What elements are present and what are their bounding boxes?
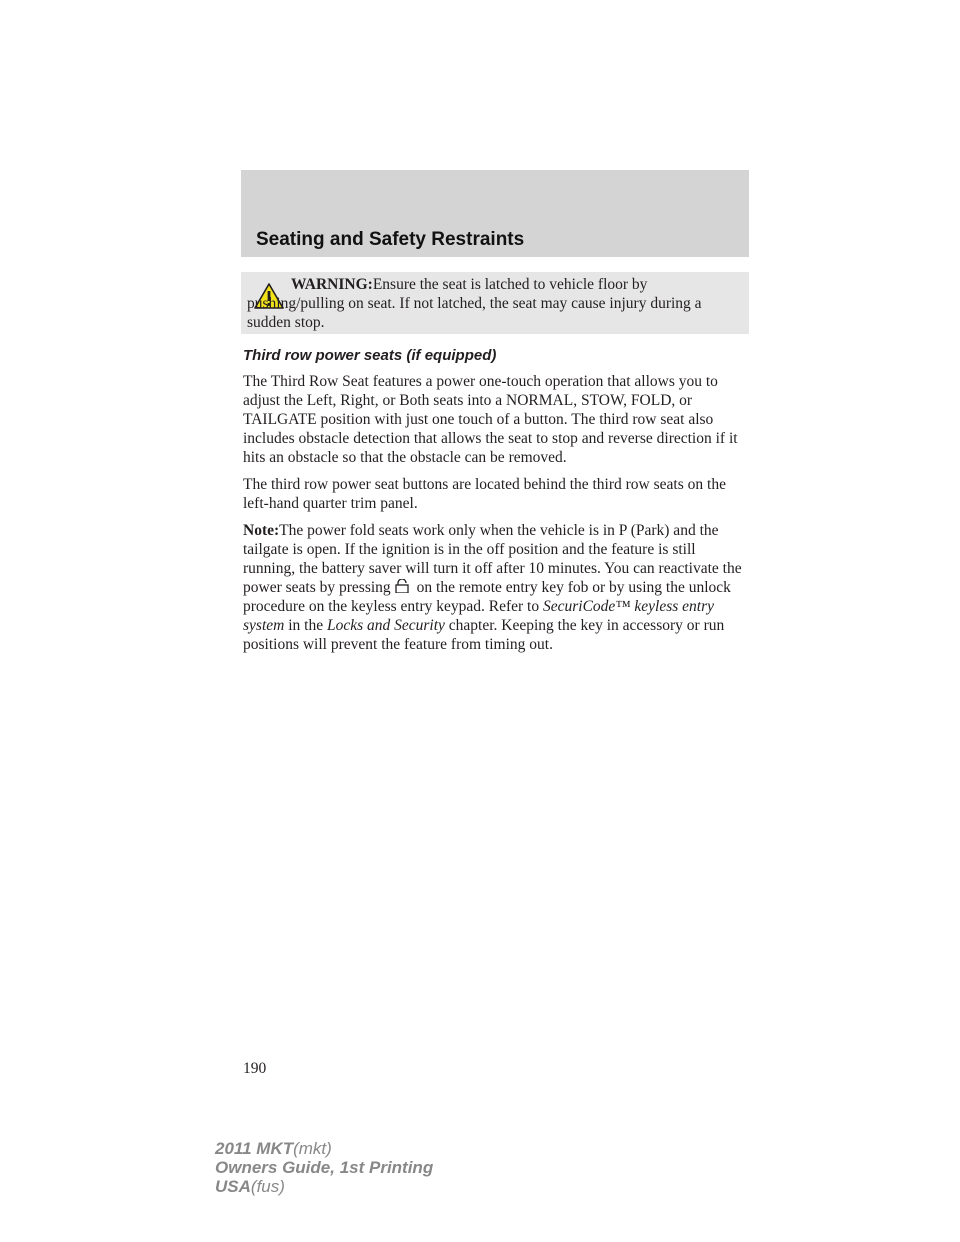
footer: 2011 MKT(mkt) Owners Guide, 1st Printing USA(fus)	[215, 1139, 434, 1196]
reference-securicode: SecuriCode™ keyless entry system	[243, 598, 714, 634]
warning-box	[241, 272, 749, 334]
note-paragraph: Note:The power fold seats work only when the vehicle is in P (Park) and the tailgate is open. If the ignition is in the off position and the feature is still running, the battery saver will turn it off after 10 minutes. You can reactivate the power seats by pressing on the remote entry key fob or by using the unlock procedure on the keyless entry keypad. Refer to SecuriCode™ keyless entry system in the Locks and Security chapter. Keeping the key in accessory or run positions will prevent the feature from timing out.	[243, 522, 742, 653]
section-heading: Third row power seats (if equipped)	[243, 347, 497, 364]
reference-locks-security: Locks and Security	[326, 617, 445, 634]
paragraph-2: The third row power seat buttons are located behind the third row seats on the left-hand quarter trim panel.	[243, 476, 726, 512]
footer-model: 2011 MKT	[215, 1139, 294, 1158]
warning-body: Ensure the seat is latched to vehicle floor by pushing/pulling on seat. If not latched, the seat may cause injury during a sudden stop.	[247, 276, 702, 331]
warning-text	[247, 275, 743, 332]
page-number: 190	[243, 1060, 267, 1077]
section-title: Seating and Safety Restraints	[256, 229, 525, 250]
section-header-band	[241, 170, 749, 257]
warning-label: WARNING:	[291, 276, 373, 293]
unlock-icon	[393, 579, 415, 593]
footer-printing: Owners Guide, 1st Printing	[215, 1158, 434, 1177]
note-label: Note:	[243, 522, 280, 539]
paragraph-1: The Third Row Seat features a power one-touch operation that allows you to adjust the Left, Right, or Both seats into a NORMAL, STOW, FOLD, or TAILGATE position with just one touch of a button. The third row seat also includes obstacle detection that allows the seat to stop and reverse direction if it hits an obstacle so that the obstacle can be removed.	[243, 373, 738, 466]
footer-region: USA	[215, 1177, 251, 1196]
body-content	[243, 347, 748, 662]
